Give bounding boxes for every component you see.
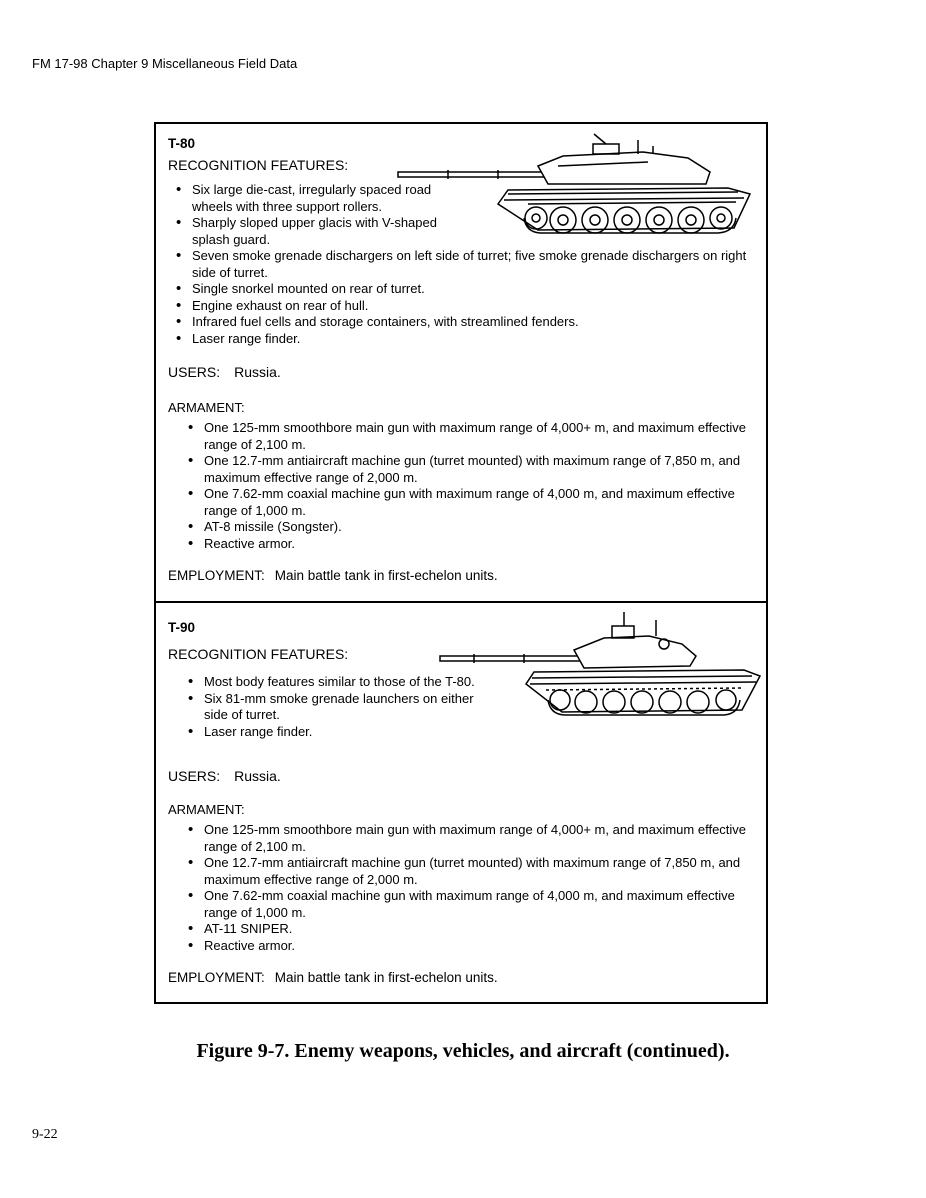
employment-label: EMPLOYMENT: [168, 970, 265, 985]
section-t90 [156, 604, 766, 1002]
recognition-list-top [174, 182, 474, 248]
employment-value: Main battle tank in first-echelon units. [274, 970, 498, 985]
recognition-label: RECOGNITION FEATURES: [168, 646, 349, 662]
users-label: USERS: [168, 364, 221, 380]
list-item: • Laser range finder. [186, 724, 486, 741]
list-item: • One 125-mm smoothbore main gun with maximum range of 4,000+ m, and maximum effective range of 2,100 m. [186, 822, 756, 855]
list-item: • Six large die-cast, irregularly spaced road wheels with three support rollers. [174, 182, 474, 215]
users-value: Russia. [234, 364, 281, 380]
armament-label: ARMAMENT: [168, 400, 245, 415]
users-line [168, 768, 281, 784]
running-head: FM 17-98 Chapter 9 Miscellaneous Field Data [32, 56, 298, 71]
section-t80 [156, 124, 766, 602]
employment-value: Main battle tank in first-echelon units. [274, 568, 498, 583]
employment-line [168, 970, 498, 985]
users-value: Russia. [234, 768, 281, 784]
armament-list [186, 822, 756, 954]
armament-label: ARMAMENT: [168, 802, 245, 817]
list-item: • AT-11 SNIPER. [186, 921, 756, 938]
list-item: • Single snorkel mounted on rear of turret. [174, 281, 759, 298]
recognition-label: RECOGNITION FEATURES: [168, 157, 349, 173]
users-line [168, 364, 281, 380]
list-item: • One 125-mm smoothbore main gun with maximum range of 4,000+ m, and maximum effective range of 2,100 m. [186, 420, 756, 453]
list-item: • Reactive armor. [186, 938, 756, 955]
list-item: • Six 81-mm smoke grenade launchers on either side of turret. [186, 691, 486, 724]
list-item: • Laser range finder. [174, 331, 759, 348]
section-divider [156, 601, 766, 603]
vehicle-name: T-80 [168, 136, 196, 151]
vehicle-name: T-90 [168, 620, 196, 635]
armament-list [186, 420, 756, 552]
list-item: • Engine exhaust on rear of hull. [174, 298, 759, 315]
list-item: • AT-8 missile (Songster). [186, 519, 756, 536]
list-item: • Seven smoke grenade dischargers on left side of turret; five smoke grenade dischargers on right side of turret. [174, 248, 759, 281]
list-item: • Sharply sloped upper glacis with V-shaped splash guard. [174, 215, 474, 248]
figure-frame [154, 122, 768, 1004]
list-item: • One 12.7-mm antiaircraft machine gun (turret mounted) with maximum range of 7,850 m, and maximum effective range of 2,000 m. [186, 453, 756, 486]
list-item: • Most body features similar to those of the T-80. [186, 674, 486, 691]
list-item: • One 7.62-mm coaxial machine gun with maximum range of 4,000 m, and maximum effective range of 1,000 m. [186, 486, 756, 519]
employment-label: EMPLOYMENT: [168, 568, 265, 583]
page-number: 9-22 [32, 1127, 58, 1142]
recognition-list-bottom [174, 248, 759, 347]
list-item: • One 12.7-mm antiaircraft machine gun (turret mounted) with maximum range of 7,850 m, and maximum effective range of 2,000 m. [186, 855, 756, 888]
employment-line [168, 568, 498, 583]
list-item: • Reactive armor. [186, 536, 756, 553]
users-label: USERS: [168, 768, 221, 784]
figure-caption: Figure 9-7. Enemy weapons, vehicles, and aircraft (continued). [196, 1040, 730, 1062]
list-item: • Infrared fuel cells and storage containers, with streamlined fenders. [174, 314, 759, 331]
recognition-list [186, 674, 486, 740]
list-item: • One 7.62-mm coaxial machine gun with maximum range of 4,000 m, and maximum effective range of 1,000 m. [186, 888, 756, 921]
